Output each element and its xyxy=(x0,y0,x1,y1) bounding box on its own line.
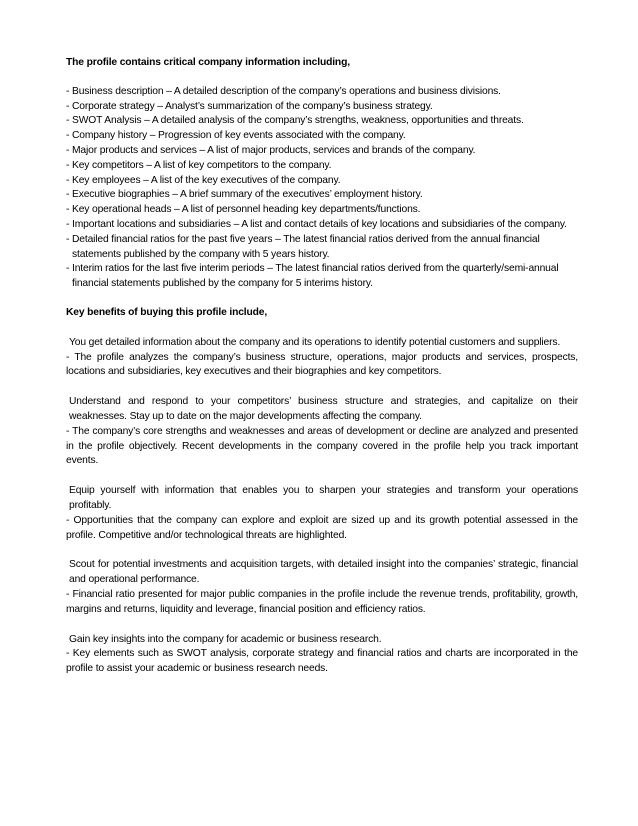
benefit-block xyxy=(66,484,578,543)
list-item-text: Key employees – A list of the key executives of the company. xyxy=(72,174,341,186)
benefit-lead: Equip yourself with information that enables you to sharpen your strategies and transform your operations profitably. xyxy=(69,485,578,511)
benefit-detail: - The profile analyzes the company’s business structure, operations, major products and services, prospects, locations and subsidiaries, key executives and their biographies and key competitors. xyxy=(66,351,578,378)
list-item-text: Key operational heads – A list of personnel heading key departments/functions. xyxy=(72,204,421,216)
document-page xyxy=(66,56,578,677)
benefit-block xyxy=(66,395,578,469)
list-dash: - xyxy=(66,159,70,171)
benefit-lead: Scout for potential investments and acquisition targets, with detailed insight into the companies’ strategic, financial and operational performance. xyxy=(69,559,578,586)
list-dash: - xyxy=(66,204,70,216)
list-item-text: Company history – Progression of key events associated with the company. xyxy=(72,130,406,142)
list-item xyxy=(66,100,578,115)
benefit-block xyxy=(66,633,578,677)
list-dash: - xyxy=(66,144,70,156)
benefit-lead: You get detailed information about the company and its operations to identify potential customers and suppliers. xyxy=(69,336,561,348)
benefit-lead: Gain key insights into the company for academic or business research. xyxy=(69,633,382,645)
list-item xyxy=(66,188,578,203)
list-dash: - xyxy=(66,263,70,275)
list-item xyxy=(66,262,578,292)
list-item xyxy=(66,233,578,263)
benefit-detail: - The company’s core strengths and weaknesses and areas of development or decline are analyzed and presented in the profile objectively. Recent developments in the company covered in the profile help you track important events. xyxy=(66,425,578,467)
list-dash: - xyxy=(66,189,70,201)
list-dash: - xyxy=(66,100,70,112)
list-item xyxy=(66,203,578,218)
list-item-text: Detailed financial ratios for the past five years – The latest financial ratios derived from the annual financial statements published by the company with 5 years history. xyxy=(72,233,540,260)
list-dash: - xyxy=(66,115,70,127)
list-dash: - xyxy=(66,130,70,142)
list-item-text: Important locations and subsidiaries – A list and contact details of key locations and subsidiaries of the company. xyxy=(72,218,567,230)
list-dash: - xyxy=(66,174,70,186)
benefit-detail: - Financial ratio presented for major public companies in the profile include the revenue trends, profitability, growth, margins and returns, liquidity and leverage, financial position and efficiency ratios. xyxy=(66,588,578,615)
list-item-text: Executive biographies – A brief summary of the executives’ employment history. xyxy=(72,189,423,201)
benefit-block xyxy=(66,336,578,380)
list-item-text: Key competitors – A list of key competitors to the company. xyxy=(72,159,332,171)
list-item xyxy=(66,129,578,144)
list-item xyxy=(66,218,578,233)
list-item xyxy=(66,174,578,189)
list-item xyxy=(66,114,578,129)
benefit-detail: - Key elements such as SWOT analysis, corporate strategy and financial ratios and charts are incorporated in the profile to assist your academic or business research needs. xyxy=(66,648,578,675)
list-item-text: SWOT Analysis – A detailed analysis of the company’s strengths, weakness, opportunities and threats. xyxy=(72,115,524,127)
list-item xyxy=(66,144,578,159)
benefit-block xyxy=(66,558,578,617)
list-item-text: Corporate strategy – Analyst’s summarization of the company’s business strategy. xyxy=(72,100,433,112)
list-dash: - xyxy=(66,233,70,245)
list-item xyxy=(66,159,578,174)
benefit-detail: - Opportunities that the company can explore and exploit are sized up and its growth potential assessed in the profile. Competitive and/or technological threats are highlighted. xyxy=(66,514,578,541)
benefit-lead: Understand and respond to your competitors’ business structure and strategies, and capitalize on their weaknesses. Stay up to date on the major developments affecting the company. xyxy=(69,396,578,422)
list-dash: - xyxy=(66,218,70,230)
list-item-text: Business description – A detailed description of the company’s operations and business divisions. xyxy=(72,85,501,97)
section-gap xyxy=(66,292,578,306)
profile-contents-list xyxy=(66,85,578,292)
benefits-heading: Key benefits of buying this profile include, xyxy=(66,306,268,318)
list-item-text: Major products and services – A list of major products, services and brands of the company. xyxy=(72,144,476,156)
list-item xyxy=(66,85,578,100)
list-dash: - xyxy=(66,85,70,97)
list-item-text: Interim ratios for the last five interim periods – The latest financial ratios derived from the quarterly/semi-annual financial statements published by the company for 5 interims history. xyxy=(72,263,559,290)
profile-heading: The profile contains critical company information including, xyxy=(66,57,350,68)
